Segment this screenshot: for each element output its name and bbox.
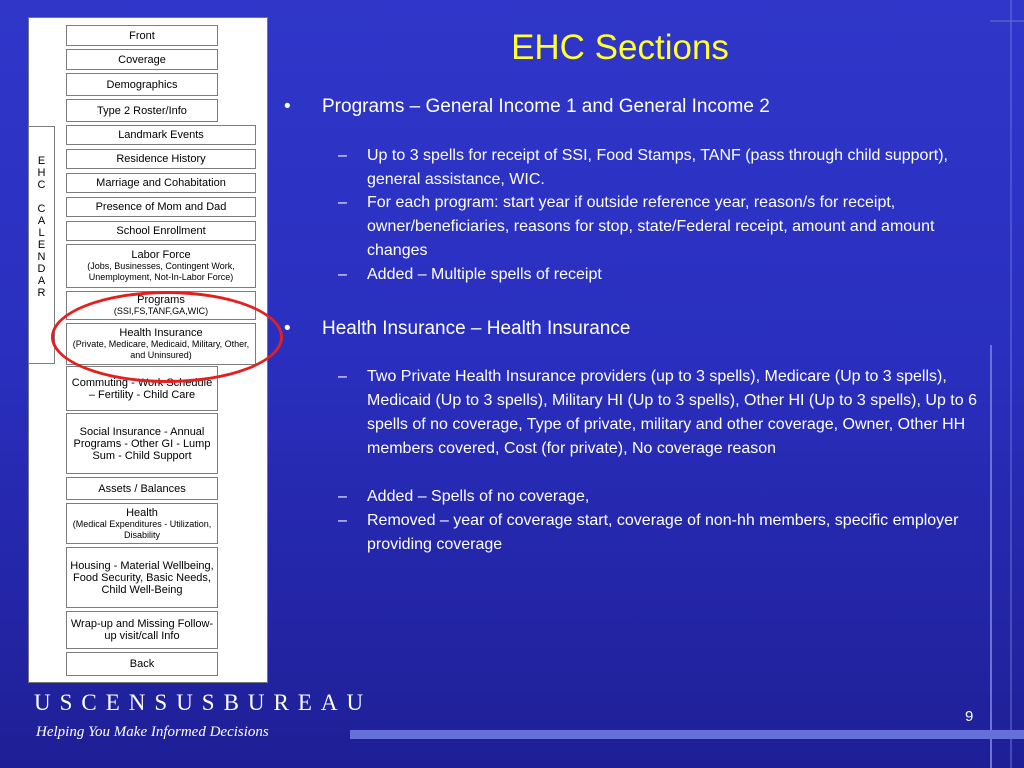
section-health[interactable] — [66, 503, 218, 544]
section-sublabel: (SSI,FS,TANF,GA,WIC) — [113, 306, 209, 316]
section-commuting[interactable] — [66, 366, 218, 411]
calendar-letter: A — [37, 215, 46, 227]
section-label: Back — [129, 658, 155, 670]
section-marriage[interactable] — [66, 173, 256, 193]
footer-tagline: Helping You Make Informed Decisions — [36, 724, 269, 740]
page-number: 9 — [965, 708, 974, 725]
calendar-letter: H — [37, 167, 46, 179]
sub-bullet-text: For each program: start year if outside reference year, reason/s for receipt, owner/beneficiaries, reasons for stop, state/Federal receipt, amount and amount changes — [367, 194, 935, 259]
bullet-text: Health Insurance – Health Insurance — [322, 318, 631, 339]
section-label: Demographics — [106, 78, 178, 91]
section-label: Housing - Material Wellbeing, Food Security, Basic Needs, Child Well-Being — [70, 559, 214, 596]
section-programs[interactable] — [66, 291, 256, 320]
section-assets[interactable] — [66, 477, 218, 500]
sub-bullet-text: Added – Multiple spells of receipt — [367, 266, 602, 283]
section-school-enrollment[interactable] — [66, 221, 256, 241]
calendar-letter: A — [37, 275, 46, 287]
section-label: Front — [129, 29, 155, 42]
section-back[interactable] — [66, 652, 218, 676]
section-label: Wrap-up and Missing Follow-up visit/call Info — [70, 618, 214, 642]
calendar-letter: E — [37, 239, 46, 251]
section-label: Presence of Mom and Dad — [95, 201, 227, 213]
sub-bullet-text: Removed – year of coverage start, coverage of non-hh members, specific employer providing coverage — [367, 512, 959, 553]
section-health-insurance[interactable] — [66, 323, 256, 365]
section-residence-history[interactable] — [66, 149, 256, 169]
section-sublabel: (Private, Medicare, Medicaid, Military, Other, and Uninsured) — [72, 339, 250, 360]
dash-marker: – — [338, 512, 347, 529]
calendar-gap — [29, 191, 54, 203]
calendar-letter: E — [37, 155, 46, 167]
section-landmark-events[interactable] — [66, 125, 256, 145]
section-label: Commuting - Work Schedule – Fertility - Child Care — [71, 376, 213, 401]
section-label: Assets / Balances — [98, 482, 186, 495]
section-label: Health — [126, 506, 158, 519]
section-mom-dad[interactable] — [66, 197, 256, 217]
section-demographics[interactable] — [66, 73, 218, 96]
section-front[interactable] — [66, 25, 218, 46]
sub-bullet-text: Added – Spells of no coverage, — [367, 488, 590, 505]
bullet-marker: • — [284, 318, 291, 339]
calendar-letter: D — [37, 263, 46, 275]
dash-marker: – — [338, 488, 347, 505]
bullet-text: Programs – General Income 1 and General Income 2 — [322, 96, 770, 117]
section-label: Coverage — [118, 53, 166, 66]
decorative-line — [1010, 0, 1012, 768]
section-type2-roster[interactable] — [66, 99, 218, 122]
section-label: Landmark Events — [118, 129, 204, 141]
calendar-letter: C — [37, 203, 46, 215]
section-coverage[interactable] — [66, 49, 218, 70]
decorative-line — [990, 345, 992, 768]
census-bureau-logo: USCENSUSBUREAU — [34, 690, 373, 715]
section-label: Social Insurance - Annual Programs - Other GI - Lump Sum - Child Support — [73, 425, 211, 462]
section-label: Programs — [137, 294, 185, 306]
calendar-letter: L — [38, 227, 45, 239]
calendar-letter: R — [37, 287, 46, 299]
footer-bar — [350, 730, 1024, 739]
section-sublabel: (Medical Expenditures - Utilization, Disability — [72, 518, 212, 540]
section-social-insurance[interactable] — [66, 413, 218, 474]
decorative-line — [990, 20, 1024, 22]
section-label: Labor Force — [131, 249, 191, 261]
sub-bullet-text: Up to 3 spells for receipt of SSI, Food Stamps, TANF (pass through child support), general assistance, WIC. — [367, 147, 948, 188]
calendar-letter: C — [37, 179, 46, 191]
calendar-letter: N — [37, 251, 46, 263]
section-label: School Enrollment — [116, 225, 206, 237]
dash-marker: – — [338, 147, 347, 164]
dash-marker: – — [338, 194, 347, 211]
section-label: Type 2 Roster/Info — [97, 104, 187, 117]
sub-bullet-text: Two Private Health Insurance providers (up to 3 spells), Medicare (Up to 3 spells), Medicaid (Up to 3 spells), Military HI (Up to 3 spells), Other HI (Up to 3 spells), Up to 6 spells of no coverage, Type of private, military and other coverage, Owner, Other HH members covered, Cost (for private), No coverage reason — [367, 368, 977, 457]
bullet-marker: • — [284, 96, 291, 117]
section-wrapup[interactable] — [66, 611, 218, 649]
section-label: Marriage and Cohabitation — [96, 177, 226, 189]
ehc-calendar-label — [28, 126, 55, 364]
section-label: Health Insurance — [119, 327, 203, 339]
section-labor-force[interactable] — [66, 244, 256, 288]
dash-marker: – — [338, 266, 347, 283]
slide-title: EHC Sections — [511, 28, 729, 67]
section-housing[interactable] — [66, 547, 218, 608]
section-sublabel: (Jobs, Businesses, Contingent Work, Unemployment, Not-In-Labor Force) — [87, 261, 235, 282]
dash-marker: – — [338, 368, 347, 385]
section-label: Residence History — [116, 153, 206, 165]
